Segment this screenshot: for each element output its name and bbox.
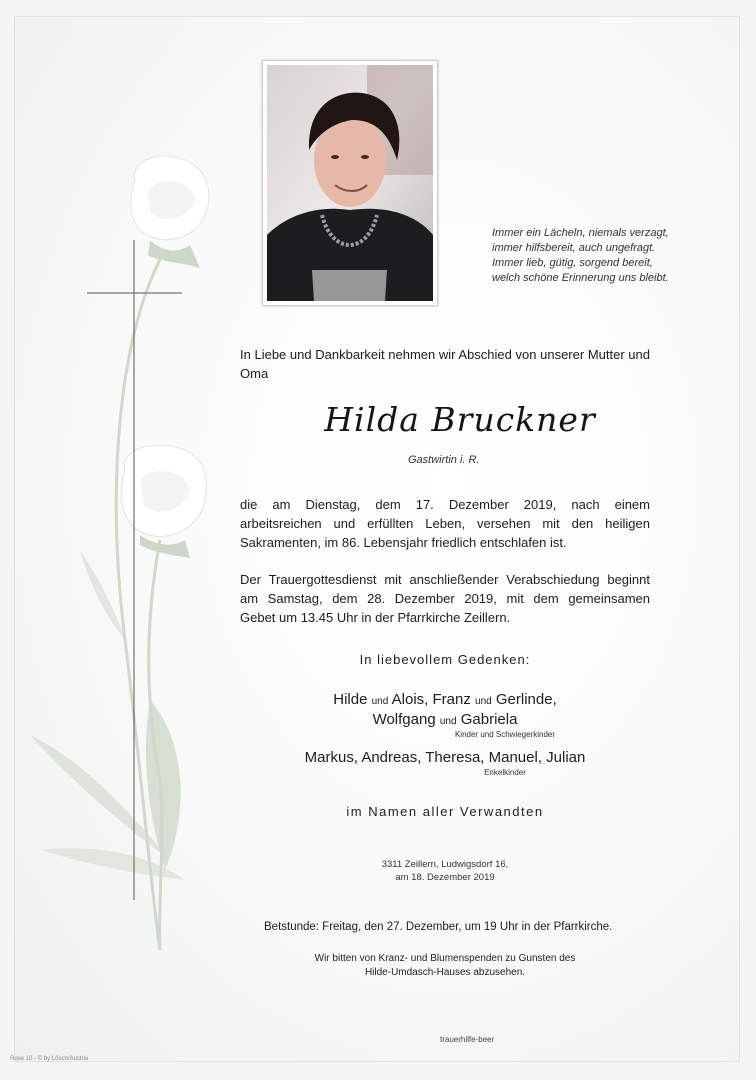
family-row-children bbox=[240, 690, 650, 712]
family-name: Alois, Franz bbox=[391, 691, 471, 708]
donation-line: Hilde-Umdasch-Hauses abzusehen. bbox=[364, 967, 526, 978]
donation-line: Wir bitten von Kranz- und Blumenspenden zu Gunsten des bbox=[314, 953, 576, 964]
address-block bbox=[240, 858, 650, 884]
deceased-name: Hilda Bruckner bbox=[324, 400, 596, 439]
relatives-line: im Namen aller Verwandten bbox=[346, 804, 544, 819]
conjunction: und bbox=[439, 716, 457, 727]
family-relation-label: Enkelkinder bbox=[484, 768, 526, 777]
portrait-image bbox=[267, 65, 433, 301]
quote-line: immer hilfsbereit, auch ungefragt. bbox=[492, 242, 656, 254]
memorial-quote bbox=[492, 226, 732, 286]
portrait-photo bbox=[262, 60, 438, 306]
donation-note bbox=[240, 952, 650, 980]
gedenken-heading: In liebevollem Gedenken: bbox=[359, 652, 531, 667]
paragraph-line: Der Trauergottesdienst mit anschließender Verabschiedung beginnt bbox=[240, 572, 650, 587]
paragraph-line: die am Dienstag, dem 17. Dezember 2019, nach einem bbox=[240, 497, 650, 512]
death-notice-paragraph bbox=[240, 495, 650, 552]
family-name: Wolfgang bbox=[372, 711, 436, 728]
paragraph-line: am Samstag, dem 28. Dezember 2019, mit dem gemeinsamen bbox=[240, 591, 650, 606]
address-line: 3311 Zeillern, Ludwigsdorf 16, bbox=[381, 859, 509, 870]
family-row-grandchildren: Markus, Andreas, Theresa, Manuel, Julian bbox=[304, 749, 586, 766]
family-relation-label: Kinder und Schwiegerkinder bbox=[454, 730, 556, 739]
quote-line: welch schöne Erinnerung uns bleibt. bbox=[492, 272, 669, 284]
design-credit: Rose 10 - © by Lösch/Austria bbox=[10, 1056, 89, 1062]
paragraph-line: Gebet um 13.45 Uhr in der Pfarrkirche Zeillern. bbox=[240, 610, 511, 625]
intro-text: In Liebe und Dankbarkeit nehmen wir Abschied von unserer Mutter und Oma bbox=[240, 347, 650, 381]
family-name: Hilde bbox=[333, 691, 368, 708]
conjunction: und bbox=[475, 696, 492, 707]
prayer-hour-note: Betstunde: Freitag, den 27. Dezember, um 19 Uhr in der Pfarrkirche. bbox=[264, 921, 613, 933]
family-name: Gerlinde, bbox=[495, 691, 557, 708]
rose-top bbox=[131, 156, 209, 268]
publisher-footer: trauerhilfe-beer bbox=[440, 1035, 495, 1044]
paragraph-line: Sakramenten, im 86. Lebensjahr friedlich entschlafen ist. bbox=[240, 535, 567, 550]
date-line: am 18. Dezember 2019 bbox=[395, 872, 495, 883]
funeral-service-paragraph bbox=[240, 570, 650, 627]
paragraph-line: arbeitsreichen und erfüllten Leben, versehen mit den heiligen bbox=[240, 516, 650, 531]
stems bbox=[116, 250, 165, 950]
conjunction: und bbox=[371, 696, 389, 707]
quote-line: Immer ein Lächeln, niemals verzagt, bbox=[492, 227, 669, 239]
deceased-role: Gastwirtin i. R. bbox=[408, 454, 480, 466]
family-name: Gabriela bbox=[460, 711, 518, 728]
quote-line: Immer lieb, gütig, sorgend bereit, bbox=[492, 257, 653, 269]
family-row-children-2 bbox=[240, 710, 650, 732]
